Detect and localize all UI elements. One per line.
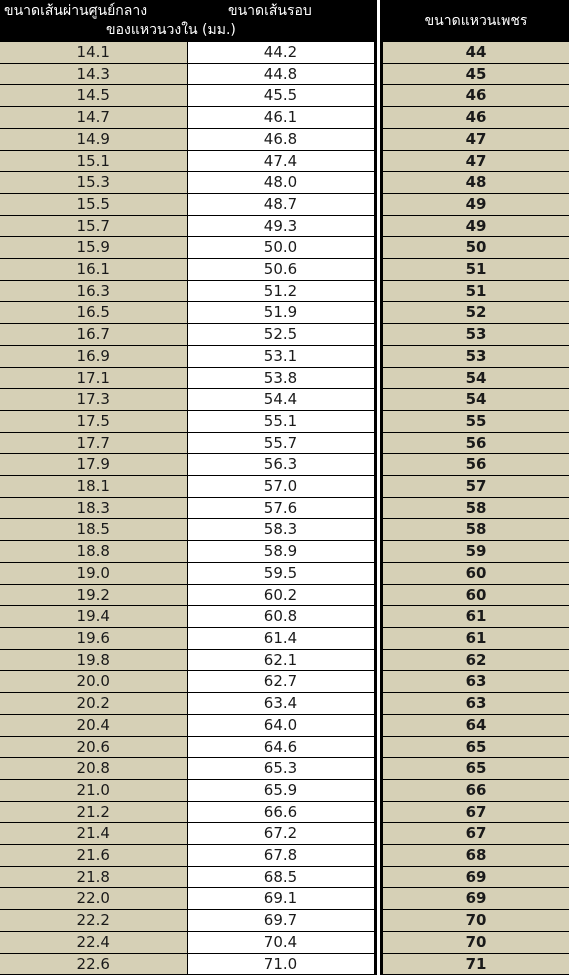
table-row — [0, 779, 375, 801]
table-row — [382, 42, 569, 63]
circumference-cell: 53.8 — [187, 367, 375, 389]
diameter-cell: 19.6 — [0, 627, 187, 649]
ring-size-cell: 63 — [382, 693, 569, 715]
diameter-header: ขนาดเส้นผ่านศูนย์กลาง — [4, 2, 147, 20]
table-row — [382, 649, 569, 671]
ring-size-cell: 47 — [382, 150, 569, 172]
table-row — [382, 389, 569, 411]
circumference-cell: 55.7 — [187, 432, 375, 454]
table-row — [382, 85, 569, 107]
circumference-header: ขนาดเส้นรอบ — [228, 2, 312, 20]
table-row — [0, 42, 375, 63]
table-row — [0, 953, 375, 975]
ring-size-cell: 65 — [382, 758, 569, 780]
diameter-cell: 22.0 — [0, 888, 187, 910]
diameter-cell: 16.1 — [0, 259, 187, 281]
table-row — [382, 172, 569, 194]
diameter-cell: 19.4 — [0, 606, 187, 628]
circumference-cell: 45.5 — [187, 85, 375, 107]
ring-size-cell: 59 — [382, 541, 569, 563]
table-row — [382, 302, 569, 324]
circumference-cell: 63.4 — [187, 693, 375, 715]
table-row — [0, 172, 375, 194]
table-row — [0, 389, 375, 411]
circumference-cell: 65.3 — [187, 758, 375, 780]
circumference-cell: 62.1 — [187, 649, 375, 671]
circumference-cell: 55.1 — [187, 410, 375, 432]
table-row — [0, 801, 375, 823]
ring-size-cell: 58 — [382, 497, 569, 519]
table-row — [0, 888, 375, 910]
diameter-cell: 14.5 — [0, 85, 187, 107]
table-row — [0, 193, 375, 215]
circumference-cell: 68.5 — [187, 866, 375, 888]
diameter-cell: 17.9 — [0, 454, 187, 476]
header-row — [382, 0, 569, 42]
diameter-cell: 20.8 — [0, 758, 187, 780]
diameter-cell: 18.1 — [0, 476, 187, 498]
ring-size-header: ขนาดแหวนเพชร — [382, 0, 569, 42]
ring-size-cell: 51 — [382, 280, 569, 302]
table-row — [382, 671, 569, 693]
circumference-cell: 50.0 — [187, 237, 375, 259]
ring-size-cell: 58 — [382, 519, 569, 541]
ring-size-cell: 52 — [382, 302, 569, 324]
ring-size-cell: 53 — [382, 324, 569, 346]
circumference-cell: 46.8 — [187, 128, 375, 150]
diameter-cell: 17.7 — [0, 432, 187, 454]
circumference-cell: 60.8 — [187, 606, 375, 628]
diameter-cell: 17.1 — [0, 367, 187, 389]
table-row — [382, 758, 569, 780]
diameter-cell: 20.6 — [0, 736, 187, 758]
table-row — [382, 845, 569, 867]
table-row — [0, 280, 375, 302]
ring-size-cell: 68 — [382, 845, 569, 867]
circumference-cell: 57.0 — [187, 476, 375, 498]
diameter-cell: 20.2 — [0, 693, 187, 715]
diameter-cell: 21.4 — [0, 823, 187, 845]
circumference-cell: 71.0 — [187, 953, 375, 975]
header-cell — [0, 0, 375, 42]
table-row — [0, 562, 375, 584]
table-row — [382, 953, 569, 975]
table-row — [382, 432, 569, 454]
diameter-cell: 18.3 — [0, 497, 187, 519]
ring-size-cell: 62 — [382, 649, 569, 671]
diameter-cell: 14.3 — [0, 63, 187, 85]
diameter-cell: 15.1 — [0, 150, 187, 172]
table-row — [0, 931, 375, 953]
diameter-cell: 21.0 — [0, 779, 187, 801]
table-row — [382, 476, 569, 498]
table-row — [0, 324, 375, 346]
circumference-cell: 49.3 — [187, 215, 375, 237]
diameter-cell: 18.8 — [0, 541, 187, 563]
diameter-cell: 22.4 — [0, 931, 187, 953]
table-row — [382, 280, 569, 302]
ring-size-cell: 55 — [382, 410, 569, 432]
circumference-cell: 48.0 — [187, 172, 375, 194]
table-row — [0, 519, 375, 541]
table-row — [382, 150, 569, 172]
table-row — [382, 888, 569, 910]
table-row — [382, 63, 569, 85]
table-row — [0, 345, 375, 367]
diameter-cell: 21.8 — [0, 866, 187, 888]
table-row — [0, 259, 375, 281]
table-row — [382, 215, 569, 237]
table-row — [0, 584, 375, 606]
table-row — [0, 671, 375, 693]
ring-size-cell: 71 — [382, 953, 569, 975]
circumference-cell: 67.8 — [187, 845, 375, 867]
ring-size-cell: 70 — [382, 931, 569, 953]
ring-size-cell: 69 — [382, 866, 569, 888]
table-row — [0, 454, 375, 476]
table-row — [0, 910, 375, 932]
table-row — [382, 367, 569, 389]
ring-size-cell: 67 — [382, 801, 569, 823]
table-row — [0, 606, 375, 628]
diameter-cell: 14.1 — [0, 42, 187, 63]
circumference-cell: 65.9 — [187, 779, 375, 801]
table-row — [0, 649, 375, 671]
circumference-cell: 69.1 — [187, 888, 375, 910]
diameter-cell: 18.5 — [0, 519, 187, 541]
header-row — [0, 0, 375, 42]
table-row — [382, 714, 569, 736]
circumference-cell: 64.6 — [187, 736, 375, 758]
circumference-cell: 47.4 — [187, 150, 375, 172]
table-row — [382, 779, 569, 801]
circumference-cell: 58.9 — [187, 541, 375, 563]
circumference-cell: 50.6 — [187, 259, 375, 281]
circumference-cell: 46.1 — [187, 107, 375, 129]
table-row — [382, 107, 569, 129]
circumference-cell: 54.4 — [187, 389, 375, 411]
circumference-cell: 67.2 — [187, 823, 375, 845]
diameter-cell: 17.5 — [0, 410, 187, 432]
ring-size-cell: 64 — [382, 714, 569, 736]
table-row — [0, 150, 375, 172]
diameter-cell: 14.9 — [0, 128, 187, 150]
ring-size-cell: 54 — [382, 367, 569, 389]
ring-size-cell: 63 — [382, 671, 569, 693]
ring-size-cell: 56 — [382, 454, 569, 476]
circumference-cell: 66.6 — [187, 801, 375, 823]
circumference-cell: 57.6 — [187, 497, 375, 519]
ring-size-cell: 46 — [382, 107, 569, 129]
circumference-cell: 51.2 — [187, 280, 375, 302]
diameter-cell: 16.3 — [0, 280, 187, 302]
circumference-cell: 60.2 — [187, 584, 375, 606]
table-row — [382, 193, 569, 215]
table-row — [382, 519, 569, 541]
diameter-cell: 22.6 — [0, 953, 187, 975]
circumference-cell: 53.1 — [187, 345, 375, 367]
diameter-cell: 20.4 — [0, 714, 187, 736]
table-row — [0, 476, 375, 498]
diameter-cell: 20.0 — [0, 671, 187, 693]
circumference-cell: 62.7 — [187, 671, 375, 693]
circumference-cell: 44.8 — [187, 63, 375, 85]
ring-size-cell: 65 — [382, 736, 569, 758]
table-row — [382, 606, 569, 628]
circumference-cell: 44.2 — [187, 42, 375, 63]
table-row — [382, 128, 569, 150]
table-row — [0, 107, 375, 129]
table-row — [0, 866, 375, 888]
ring-size-cell: 57 — [382, 476, 569, 498]
table-row — [0, 758, 375, 780]
diameter-cell: 15.9 — [0, 237, 187, 259]
table-row — [382, 823, 569, 845]
circumference-cell: 58.3 — [187, 519, 375, 541]
ring-size-cell: 48 — [382, 172, 569, 194]
diameter-cell: 16.5 — [0, 302, 187, 324]
circumference-cell: 61.4 — [187, 627, 375, 649]
ring-size-cell: 50 — [382, 237, 569, 259]
table-row — [0, 714, 375, 736]
table-row — [382, 541, 569, 563]
diameter-cell: 15.7 — [0, 215, 187, 237]
ring-size-cell: 69 — [382, 888, 569, 910]
table-row — [0, 302, 375, 324]
ring-size-cell: 51 — [382, 259, 569, 281]
ring-size-cell: 53 — [382, 345, 569, 367]
table-row — [0, 736, 375, 758]
diameter-cell: 16.9 — [0, 345, 187, 367]
ring-size-cell: 47 — [382, 128, 569, 150]
ring-size-cell: 61 — [382, 606, 569, 628]
ring-size-cell: 61 — [382, 627, 569, 649]
table-row — [0, 627, 375, 649]
circumference-cell: 64.0 — [187, 714, 375, 736]
size-rows — [382, 42, 569, 975]
table-row — [0, 541, 375, 563]
ring-size-cell: 67 — [382, 823, 569, 845]
ring-size-cell: 45 — [382, 63, 569, 85]
table-row — [382, 866, 569, 888]
ring-size-cell: 49 — [382, 193, 569, 215]
table-row — [382, 562, 569, 584]
table-row — [382, 736, 569, 758]
circumference-cell: 69.7 — [187, 910, 375, 932]
table-row — [0, 845, 375, 867]
table-row — [382, 584, 569, 606]
unit-subheader: ของแหวนวงใน (มม.) — [106, 21, 236, 39]
diameter-cell: 19.8 — [0, 649, 187, 671]
table-row — [382, 627, 569, 649]
ring-size-cell: 60 — [382, 562, 569, 584]
table-row — [0, 497, 375, 519]
table-row — [382, 324, 569, 346]
ring-size-table — [380, 0, 569, 975]
circumference-cell: 51.9 — [187, 302, 375, 324]
table-row — [382, 454, 569, 476]
table-row — [382, 693, 569, 715]
diameter-cell: 22.2 — [0, 910, 187, 932]
ring-size-cell: 54 — [382, 389, 569, 411]
table-row — [0, 367, 375, 389]
diameter-cell: 17.3 — [0, 389, 187, 411]
table-row — [382, 345, 569, 367]
diameter-cell: 16.7 — [0, 324, 187, 346]
table-row — [382, 410, 569, 432]
ring-size-cell: 49 — [382, 215, 569, 237]
table-row — [382, 259, 569, 281]
ring-size-cell: 70 — [382, 910, 569, 932]
table-row — [0, 410, 375, 432]
table-row — [382, 497, 569, 519]
table-row — [382, 801, 569, 823]
circumference-cell: 59.5 — [187, 562, 375, 584]
table-row — [382, 931, 569, 953]
circumference-cell: 52.5 — [187, 324, 375, 346]
table-row — [0, 128, 375, 150]
diameter-cell: 15.3 — [0, 172, 187, 194]
diameter-cell: 21.6 — [0, 845, 187, 867]
ring-size-cell: 66 — [382, 779, 569, 801]
table-row — [382, 237, 569, 259]
table-row — [0, 432, 375, 454]
circumference-cell: 56.3 — [187, 454, 375, 476]
circumference-cell: 48.7 — [187, 193, 375, 215]
circumference-cell: 70.4 — [187, 931, 375, 953]
ring-size-cell: 60 — [382, 584, 569, 606]
diameter-cell: 15.5 — [0, 193, 187, 215]
diameter-cell: 19.2 — [0, 584, 187, 606]
table-row — [0, 85, 375, 107]
table-row — [0, 823, 375, 845]
ring-size-cell: 46 — [382, 85, 569, 107]
diameter-cell: 21.2 — [0, 801, 187, 823]
table-row — [0, 215, 375, 237]
diameter-cell: 14.7 — [0, 107, 187, 129]
diameter-cell: 19.0 — [0, 562, 187, 584]
measurement-rows — [0, 42, 375, 975]
table-row — [382, 910, 569, 932]
table-row — [0, 63, 375, 85]
ring-size-cell: 44 — [382, 42, 569, 63]
table-row — [0, 693, 375, 715]
table-row — [0, 237, 375, 259]
ring-size-cell: 56 — [382, 432, 569, 454]
